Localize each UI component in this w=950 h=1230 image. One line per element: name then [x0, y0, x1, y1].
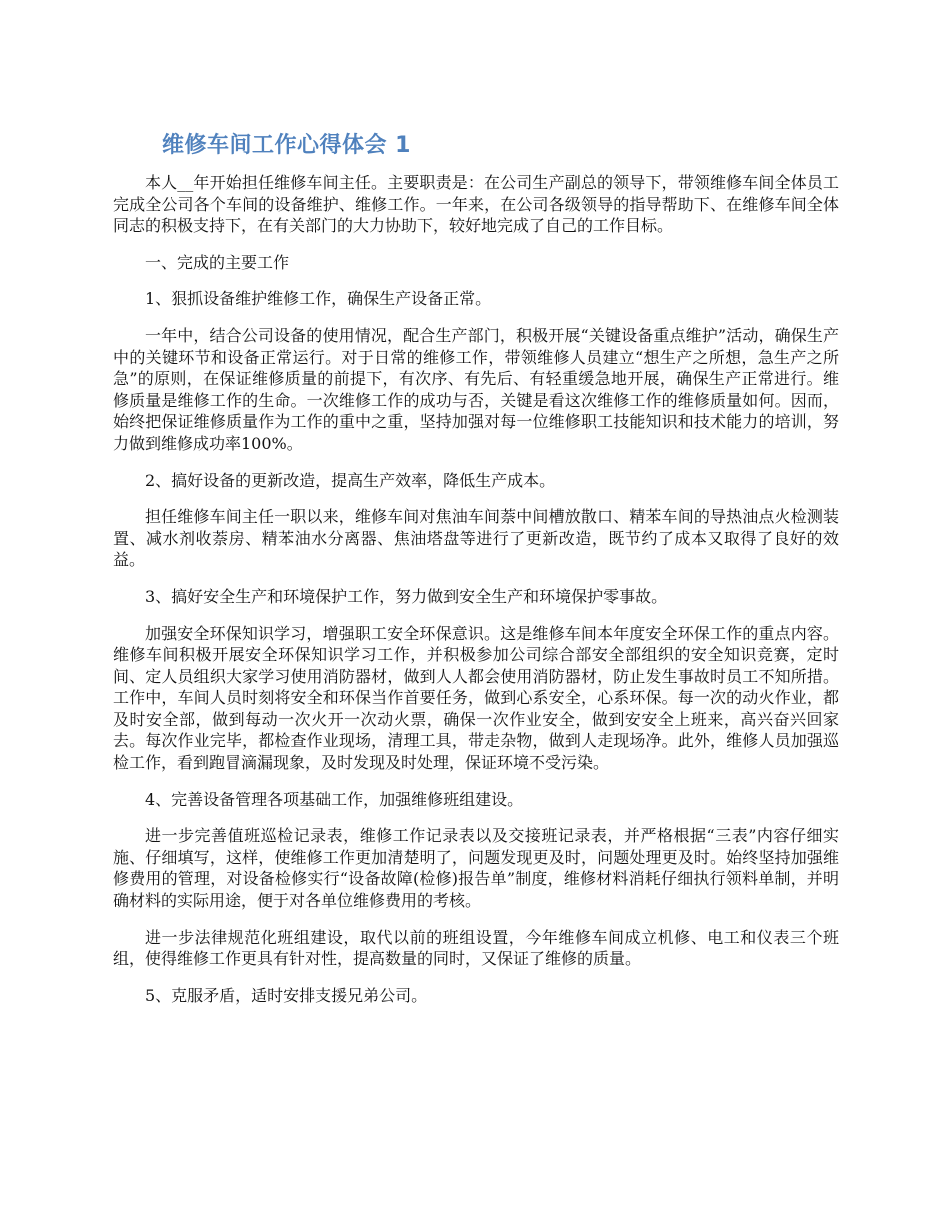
item-heading-5: 5、克服矛盾，适时安排支援兄弟公司。 [145, 985, 428, 1005]
document-title: 维修车间工作心得体会 1 [162, 133, 411, 158]
item-heading-3: 3、搞好安全生产和环境保护工作，努力做到安全生产和环境保护零事故。 [145, 586, 668, 606]
paragraph-item-4b: 进一步法律规范化班组建设，取代以前的班组设置，今年维修车间成立机修、电工和仪表三个班组，使得维修工作更具有针对性，提高数量的同时，又保证了维修的质量。 [113, 927, 839, 969]
paragraph-item-3: 加强安全环保知识学习，增强职工安全环保意识。这是维修车间本年度安全环保工作的重点内容。维修车间积极开展安全环保知识学习工作，并积极参加公司综合部安全部组织的安全知识竞赛，定时间、定人员组织大家学习使用消防器材，做到人人都会使用消防器材，防止发生事故时员工不知所措。工作中，车间人员时刻将安全和环保当作首要任务，做到心系安全，心系环保。每一次的动火作业，都及时安全部，做到每动一次火开一次动火票，确保一次作业安全，做到安安全上班来，高兴奋兴回家去。每次作业完毕，都检查作业现场，清理工具，带走杂物，做到人走现场净。此外，维修人员加强巡检工作，看到跑冒滴漏现象，及时发现及时处理，保证环境不受污染。 [113, 623, 839, 773]
item-heading-4: 4、完善设备管理各项基础工作，加强维修班组建设。 [145, 789, 524, 809]
item-heading-2: 2、搞好设备的更新改造，提高生产效率，降低生产成本。 [145, 470, 556, 490]
paragraph-item-4a: 进一步完善值班巡检记录表，维修工作记录表以及交接班记录表，并严格根据“三表”内容仔细实施、仔细填写，这样，使维修工作更加清楚明了，问题发现更及时，问题处理更及时。始终坚持加强维修费用的管理，对设备检修实行“设备故障(检修)报告单”制度，维修材料消耗仔细执行领料单制，并明确材料的实际用途，便于对各单位维修费用的考核。 [113, 826, 839, 911]
paragraph-item-1: 一年中，结合公司设备的使用情况，配合生产部门，积极开展“关键设备重点维护”活动，确保生产中的关键环节和设备正常运行。对于日常的维修工作，带领维修人员建立“想生产之所想，急生产之所急”的原则，在保证维修质量的前提下，有次序、有先后、有轻重缓急地开展，确保生产正常进行。维修质量是维修工作的生命。一次维修工作的成功与否，关键是看这次维修工作的维修质量如何。因而，始终把保证维修质量作为工作的重中之重，坚持加强对每一位维修职工技能知识和技术能力的培训，努力做到维修成功率100%。 [113, 325, 839, 453]
paragraph-intro: 本人__年开始担任维修车间主任。主要职责是：在公司生产副总的领导下，带领维修车间全体员工完成全公司各个车间的设备维护、维修工作。一年来，在公司各级领导的指导帮助下、在维修车间全体同志的积极支持下，在有关部门的大力协助下，较好地完成了自己的工作目标。 [113, 173, 839, 236]
paragraph-item-2: 担任维修车间主任一职以来，维修车间对焦油车间萘中间槽放散口、精苯车间的导热油点火检测装置、减水剂收萘房、精苯油水分离器、焦油塔盘等进行了更新改造，既节约了成本又取得了良好的效益。 [113, 507, 839, 570]
section-heading: 一、完成的主要工作 [145, 252, 290, 272]
item-heading-1: 1、狠抓设备维护维修工作，确保生产设备正常。 [145, 289, 492, 309]
document-body [113, 172, 839, 1021]
